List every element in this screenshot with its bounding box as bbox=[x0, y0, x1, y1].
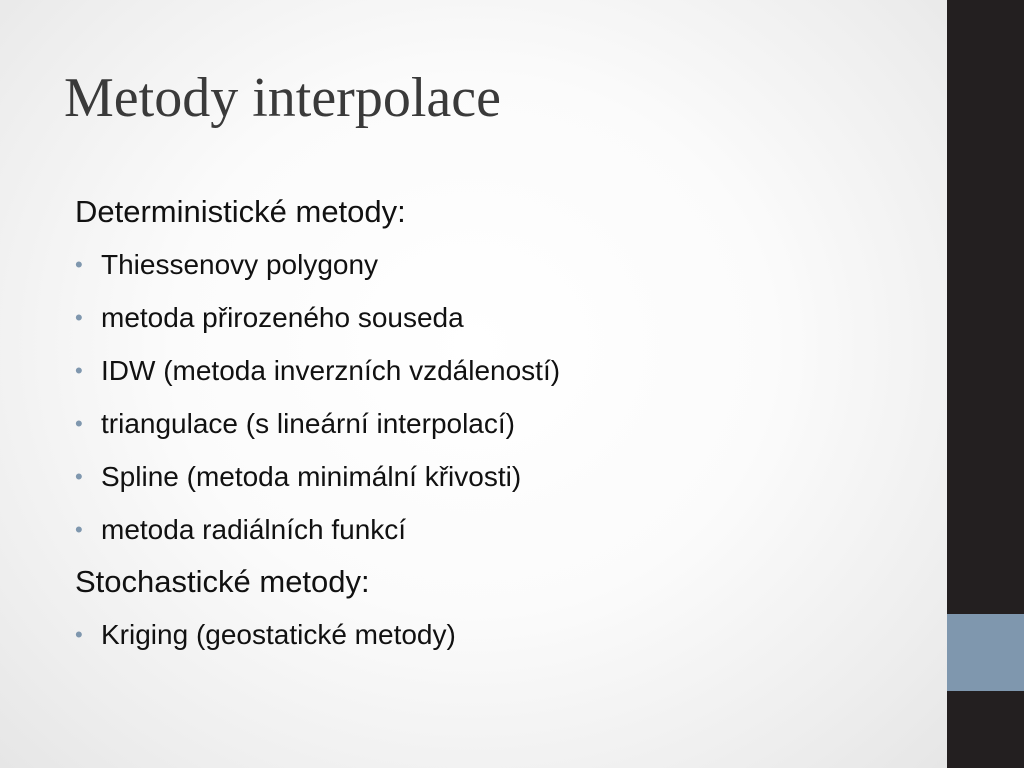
list-item bbox=[75, 503, 915, 556]
list-item-text: Thiessenovy polygony bbox=[101, 249, 379, 280]
list-item bbox=[75, 397, 915, 450]
list-item-text: Kriging (geostatické metody) bbox=[101, 619, 456, 650]
section-heading-stochastic: Stochastické metody: bbox=[75, 564, 370, 599]
slide-title: Metody interpolace bbox=[64, 67, 501, 129]
slide-content bbox=[75, 186, 915, 661]
list-item bbox=[75, 608, 915, 661]
bullet-icon: • bbox=[75, 252, 83, 277]
list-item-text: IDW (metoda inverzních vzdáleností) bbox=[101, 355, 561, 386]
list-item bbox=[75, 291, 915, 344]
bullet-icon: • bbox=[75, 411, 83, 436]
bullet-icon: • bbox=[75, 464, 83, 489]
list-item-text: triangulace (s lineární interpolací) bbox=[101, 408, 515, 439]
list-item bbox=[75, 238, 915, 291]
list-item-text: metoda radiálních funkcí bbox=[101, 514, 407, 545]
bullet-icon: • bbox=[75, 622, 83, 647]
bullet-icon: • bbox=[75, 358, 83, 383]
list-item bbox=[75, 450, 915, 503]
list-item-text: metoda přirozeného souseda bbox=[101, 302, 464, 333]
side-accent-block bbox=[947, 614, 1024, 691]
bullet-icon: • bbox=[75, 305, 83, 330]
bullet-icon: • bbox=[75, 517, 83, 542]
list-item-text: Spline (metoda minimální křivosti) bbox=[101, 461, 522, 492]
bullet-list-stochastic bbox=[75, 608, 915, 661]
bullet-list-deterministic bbox=[75, 238, 915, 556]
section-heading-deterministic: Deterministické metody: bbox=[75, 194, 406, 229]
list-item bbox=[75, 344, 915, 397]
